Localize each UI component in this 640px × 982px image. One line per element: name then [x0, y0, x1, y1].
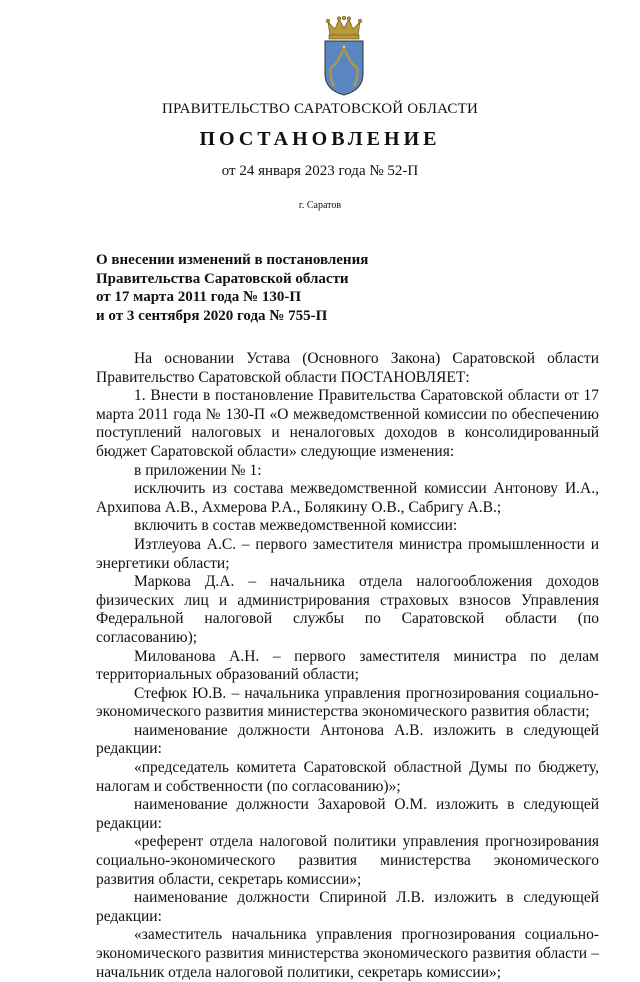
body-paragraph: На основании Устава (Основного Закона) Саратовской области Правительство Саратовской области ПОСТАНОВЛЯЕТ: — [96, 350, 599, 386]
title-line: и от 3 сентября 2020 года № 755-П — [96, 307, 328, 324]
body-paragraph: включить в состав межведомственной комиссии: — [134, 517, 458, 535]
body-paragraph: Милованова А.Н. – первого заместителя министра по делам территориальных образований области; — [96, 647, 599, 684]
body-paragraph: 1. Внести в постановление Правительства Саратовской области от 17 марта 2011 года № 130-П «О межведомственной комиссии по обеспечению поступлений налоговых и неналоговых доходов в консолидированный бюджет Саратовской области» следующие изменения: — [96, 387, 599, 460]
body-paragraph: «председатель комитета Саратовской областной Думы по бюджету, налогам и собственности (по согласованию)»; — [96, 759, 599, 795]
document-date-number: от 24 января 2023 года № 52-П — [221, 163, 419, 179]
body-paragraph: наименование должности Антонова А.В. изложить в следующей редакции: — [96, 721, 599, 758]
organization-name: ПРАВИТЕЛЬСТВО САРАТОВСКОЙ ОБЛАСТИ — [161, 101, 479, 117]
body-paragraph: Изтлеуова А.С. – первого заместителя министра промышленности и энергетики области; — [96, 535, 599, 572]
body-paragraph: «заместитель начальника управления прогнозирования социально-экономического развития министерства экономического развития области – начальник отдела налоговой политики, секретарь комиссии»; — [96, 926, 599, 981]
body-paragraph: наименование должности Захаровой О.М. изложить в следующей редакции: — [96, 796, 599, 832]
body-paragraph: Стефюк Ю.В. – начальника управления прогнозирования социально-экономического развития министерства экономического развития области; — [96, 684, 599, 721]
body-paragraph: «референт отдела налоговой политики управления прогнозирования социально-экономического развития министерства экономического развития области, секретарь комиссии»; — [96, 833, 599, 888]
body-paragraph: Маркова Д.А. – начальника отдела налогообложения доходов физических лиц и администрирования страховых взносов Управления Федеральной налоговой службы по Саратовской области (по согласованию); — [96, 573, 599, 646]
document-body — [96, 350, 599, 982]
title-line: от 17 марта 2011 года № 130-П — [96, 289, 301, 305]
document-city: г. Саратов — [298, 200, 342, 211]
body-paragraph: в приложении № 1: — [134, 461, 262, 479]
body-paragraph: наименование должности Спириной Л.В. изложить в следующей редакции: — [96, 889, 599, 925]
document-title — [96, 251, 416, 325]
title-line: Правительства Саратовской области — [96, 270, 349, 287]
body-paragraph: исключить из состава межведомственной комиссии Антонову И.А., Архипова А.В., Ахмерова Р.А., Болякину О.В., Сабригу А.В.; — [96, 480, 599, 516]
document-type: ПОСТАНОВЛЕНИЕ — [199, 128, 441, 150]
saratov-coat-of-arms-icon — [320, 16, 368, 96]
title-line: О внесении изменений в постановления — [96, 252, 369, 268]
